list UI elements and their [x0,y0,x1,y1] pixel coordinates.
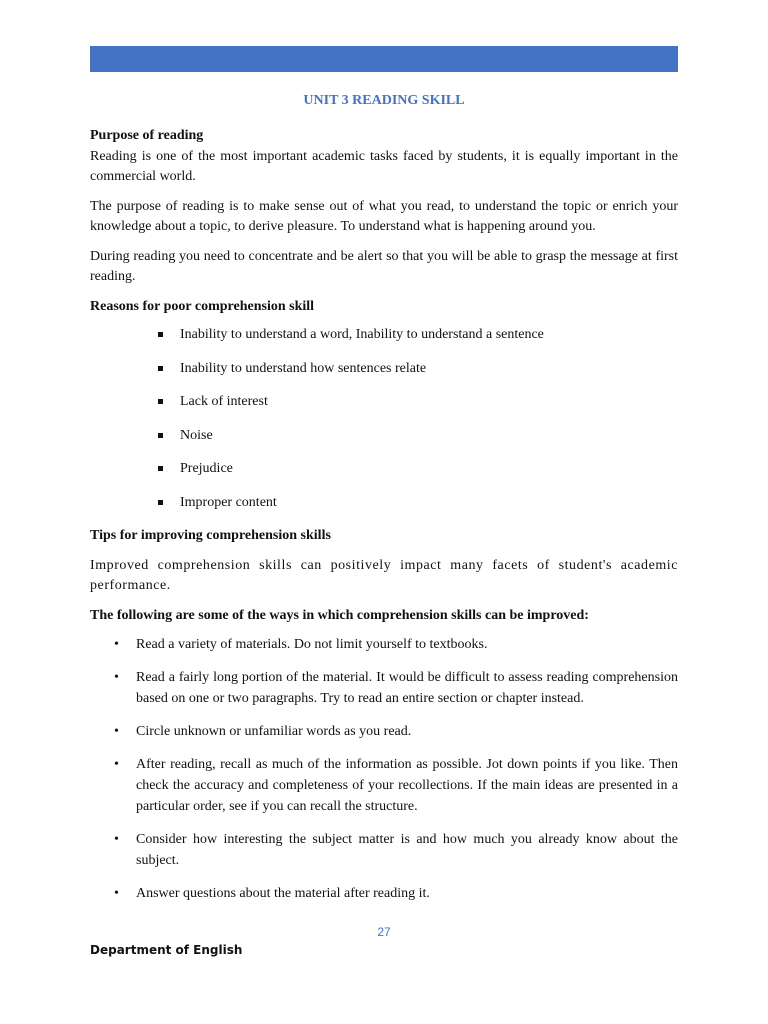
list-item-text: Inability to understand a word, Inability to understand a sentence [180,327,544,342]
document-body [90,126,678,916]
list-item [90,493,678,513]
list-item-text: Read a fairly long portion of the material. It would be difficult to assess reading comprehension based on one or two paragraphs. Try to read an entire section or chapter instead. [136,670,678,706]
list-item-text: Lack of interest [180,394,268,409]
purpose-heading: Purpose of reading [90,128,204,143]
list-item-text: Read a variety of materials. Do not limit yourself to textbooks. [136,637,488,652]
list-item-text: Answer questions about the material after reading it. [136,886,430,901]
reasons-list [90,325,678,513]
list-item [90,459,678,479]
list-item-text: Consider how interesting the subject matter is and how much you already know about the subject. [136,832,678,868]
list-item [90,426,678,446]
page-number: 27 [377,925,391,939]
bullet-dot-icon: • [114,886,119,901]
bullet-dot-icon: • [114,724,119,739]
list-item-text: Improper content [180,494,277,510]
list-item [90,754,678,817]
paragraph-2: The purpose of reading is to make sense out of what you read, to understand the topic or enrich your knowledge about a topic, to derive pleasure. To understand what is happening around you. [90,198,678,234]
list-item-text: Noise [180,427,213,443]
paragraph-1: Reading is one of the most important academic tasks faced by students, it is equally important in the commercial world. [90,148,678,184]
list-item [90,667,678,709]
list-item [90,392,678,412]
tips-paragraph: Improved comprehension skills can positively impact many facets of student's academic performance. [90,557,678,593]
square-bullet-icon [158,399,163,404]
list-item-text: Circle unknown or unfamiliar words as you read. [136,724,412,739]
square-bullet-icon [158,433,163,438]
header-bar [90,46,678,72]
reasons-heading: Reasons for poor comprehension skill [90,298,315,314]
paragraph-3: During reading you need to concentrate and be alert so that you will be able to grasp the message at first reading. [90,248,678,284]
list-item [90,634,678,655]
ways-list [90,634,678,904]
square-bullet-icon [158,466,163,471]
list-item-text: Inability to understand how sentences relate [180,360,427,376]
bullet-dot-icon: • [114,832,119,847]
square-bullet-icon [158,332,163,337]
list-item [90,883,678,904]
list-item-text: After reading, recall as much of the information as possible. Jot down points if you like. Then check the accuracy and completeness of your recollections. If the main ideas are presented in a particular order, see if you can recall the structure. [136,757,678,814]
bullet-dot-icon: • [114,757,119,772]
list-item [90,325,678,345]
list-item [90,829,678,871]
tips-heading: Tips for improving comprehension skills [90,528,331,543]
square-bullet-icon [158,366,163,371]
square-bullet-icon [158,500,163,505]
unit-title: UNIT 3 READING SKILL [303,93,465,108]
department-footer: Department of English [90,943,243,957]
bullet-dot-icon: • [114,670,119,685]
ways-heading: The following are some of the ways in which comprehension skills can be improved: [90,607,589,623]
bullet-dot-icon: • [114,637,119,652]
list-item-text: Prejudice [180,461,233,476]
list-item [90,721,678,742]
list-item [90,359,678,379]
